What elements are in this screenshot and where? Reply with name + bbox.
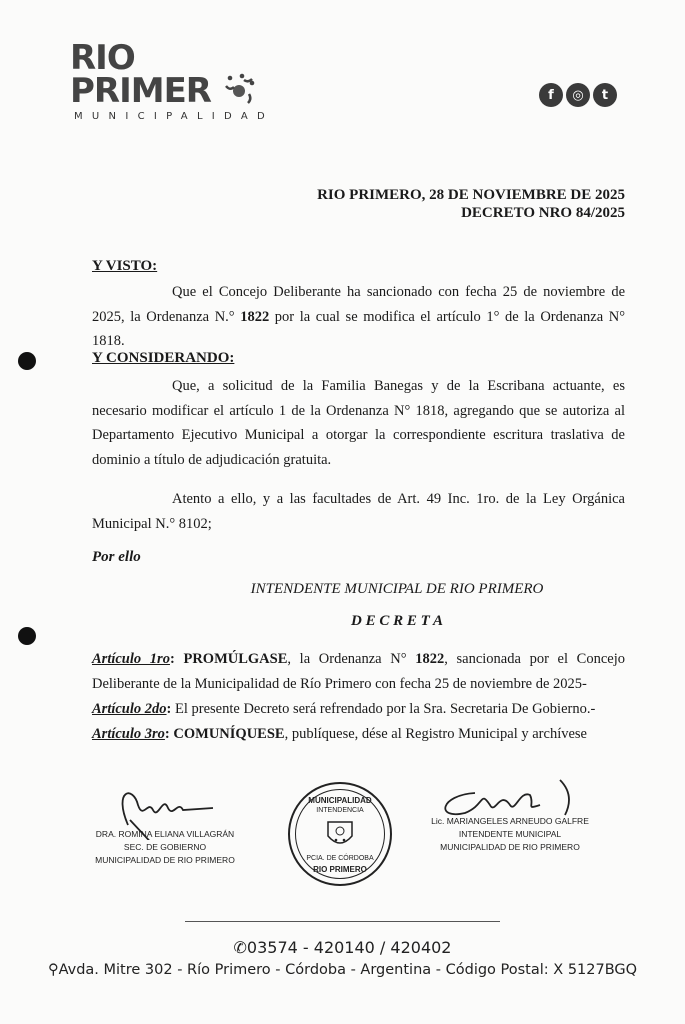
punch-hole (18, 627, 36, 645)
municipal-seal: MUNICIPALIDAD INTENDENCIA PCIA. DE CÓRDOBA RIO PRIMERO (288, 782, 392, 886)
por-ello: Por ello (92, 549, 141, 565)
logo: RIO PRIMER (70, 44, 256, 106)
date-line: RIO PRIMERO, 28 DE NOVIEMBRE DE 2025 (317, 187, 625, 203)
social-icons (539, 83, 617, 107)
location-pin-icon: ⚲ (47, 962, 59, 978)
considerando-p1: Que, a solicitud de la Familia Banegas y de la Escribana actuante, es necesario modificar el artículo 1 de la Ordenanza N° 1818, agregando que se autoriza al Departamento Ejecutivo Municipal a otorgar la correspondiente escritura traslativa de dominio a título de adjudicación gratuita. (92, 378, 625, 468)
considerando-p2: Atento a ello, y a las facultades de Art. 49 Inc. 1ro. de la Ley Orgánica Municipal N.° 8102; (92, 491, 625, 532)
footer-phone: ✆03574 - 420140 / 420402 (233, 938, 452, 957)
divider (185, 921, 500, 922)
decree-number: DECRETO NRO 84/2025 (461, 205, 625, 221)
signatory-right: Lic. MARIANGELES ARNEUDO GALFRE INTENDENTE MUNICIPAL MUNICIPALIDAD DE RIO PRIMERO (431, 816, 589, 852)
punch-hole (18, 352, 36, 370)
phone-icon: ✆ (233, 938, 247, 957)
instagram-icon: ◎ (566, 83, 590, 107)
coat-of-arms-icon (326, 818, 354, 850)
visto-heading: Y VISTO: (92, 258, 158, 274)
footer-address: ⚲Avda. Mitre 302 - Río Primero - Córdoba - Argentina - Código Postal: X 5127BGQ (47, 962, 638, 978)
signatory-left: DRA. ROMINA ELIANA VILLAGRÁN SEC. DE GOBIERNO MUNICIPALIDAD DE RIO PRIMERO (95, 829, 235, 865)
authority: INTENDENTE MUNICIPAL DE RIO PRIMERO (250, 581, 544, 597)
considerando-heading: Y CONSIDERANDO: (92, 350, 235, 366)
twitter-icon: t (593, 83, 617, 107)
article-1: Artículo 1ro: PROMÚLGASE, la Ordenanza N° 1822, sancionada por el Concejo Deliberante de la Municipalidad de Río Primero con fecha 25 de noviembre de 2025- (92, 651, 626, 692)
decreta: D E C R E T A (351, 613, 443, 629)
facebook-icon: f (539, 83, 563, 107)
article-2: Artículo 2do: El presente Decreto será refrendado por la Sra. Secretaria De Gobierno.- (92, 701, 596, 717)
logo-sun-icon (222, 72, 256, 106)
article-3: Artículo 3ro: COMUNÍQUESE, publíquese, dése al Registro Municipal y archívese (92, 726, 587, 742)
visto-text: Que el Concejo Deliberante ha sancionado con fecha 25 de noviembre de 2025, la Ordenanza N.° 1822 por la cual se modifica el artículo 1° de la Ordenanza N° 1818. (92, 284, 626, 349)
